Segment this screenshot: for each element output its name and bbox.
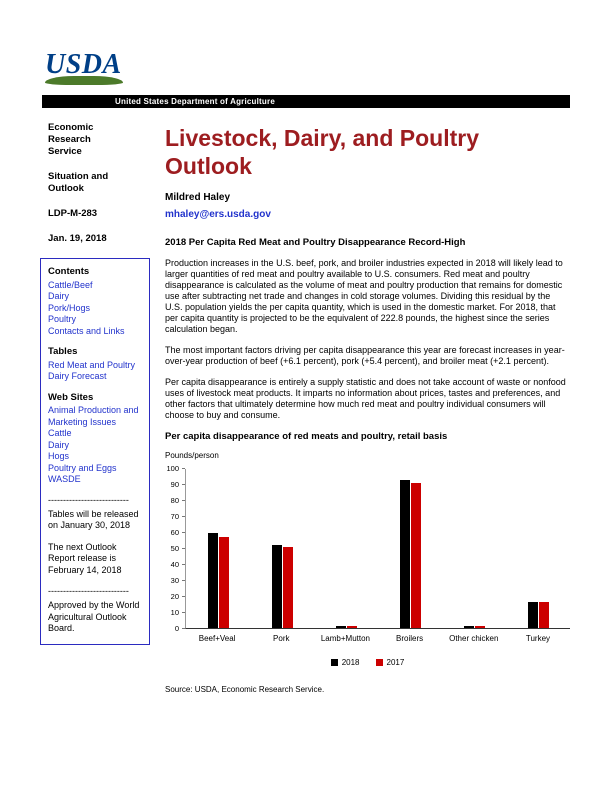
bar-2017 bbox=[347, 626, 357, 628]
release-note-next-outlook: The next Outlook Report release is February 14, 2018 bbox=[48, 541, 122, 575]
sidebar-link-wasde[interactable]: WASDE bbox=[48, 474, 81, 484]
paragraph-1: Production increases in the U.S. beef, pork, and broiler industries expected in 2018 will likely lead to larger quantities of red meat and poultry available to U.S. consumers. Red meat and poultry disappearance is calculated as the volume of meat and poultry production that remains for domestic use after subtracting net trade and changes in cold storage volumes. Dividing this residual by the U.S. population yields the per capita quantity, which is used in the domestic market. For 2018, that per capita quantity is projected to be the equivalent of 222.8 pounds, the highest since the series calculation began. bbox=[165, 258, 563, 334]
bar-2017 bbox=[219, 537, 229, 628]
usda-logo-text: USDA bbox=[45, 49, 122, 80]
chart-x-axis-labels bbox=[185, 634, 570, 643]
author-email-link[interactable]: mhaley@ers.usda.gov bbox=[165, 209, 271, 220]
sidebar-link-cattle-beef[interactable]: Cattle/Beef bbox=[48, 279, 93, 290]
author-name: Mildred Haley bbox=[165, 192, 231, 203]
bar-2018 bbox=[528, 602, 538, 628]
sidebar-link-cattle[interactable]: Cattle bbox=[48, 428, 72, 438]
y-tick-label: 0 bbox=[174, 624, 179, 633]
y-tick-label: 50 bbox=[170, 544, 179, 553]
department-bar-text: United States Department of Agriculture bbox=[115, 97, 275, 106]
article-headline: 2018 Per Capita Red Meat and Poultry Disappearance Record-High bbox=[165, 237, 466, 248]
sidebar-link-dairy[interactable]: Dairy bbox=[48, 291, 70, 301]
sidebar-link-poultry-and-eggs[interactable]: Poultry and Eggs bbox=[48, 462, 117, 473]
bar-2018 bbox=[464, 626, 474, 628]
bar-group-broilers bbox=[378, 469, 442, 628]
page-title: Livestock, Dairy, and Poultry Outlook bbox=[165, 125, 480, 179]
tables-heading: Tables bbox=[48, 346, 78, 357]
bar-group-beef-veal bbox=[186, 469, 250, 628]
bar-2017 bbox=[539, 602, 549, 628]
y-tick-label: 60 bbox=[170, 528, 179, 537]
legend-swatch bbox=[331, 659, 338, 666]
bar-group-other-chicken bbox=[442, 469, 506, 628]
sidebar-link-hogs[interactable]: Hogs bbox=[48, 451, 70, 461]
y-tick-label: 70 bbox=[170, 512, 179, 521]
per-capita-chart bbox=[165, 451, 570, 667]
x-category-label: Lamb+Mutton bbox=[320, 634, 370, 643]
dashed-divider: --------------------------- bbox=[48, 494, 129, 505]
chart-title: Per capita disappearance of red meats and poultry, retail basis bbox=[165, 431, 448, 442]
contents-box bbox=[40, 258, 150, 645]
x-category-label: Other chicken bbox=[449, 634, 499, 643]
y-tick-label: 100 bbox=[166, 464, 179, 473]
agency-name: Economic Research Service bbox=[48, 122, 94, 157]
websites-heading: Web Sites bbox=[48, 391, 94, 403]
source-note: Source: USDA, Economic Research Service. bbox=[165, 685, 325, 694]
sidebar-meta bbox=[48, 122, 126, 258]
bar-2018 bbox=[208, 533, 218, 628]
tables-group bbox=[48, 346, 142, 383]
bar-group-lamb-mutton bbox=[314, 469, 378, 628]
paragraph-3: Per capita disappearance is entirely a supply statistic and does not take account of waste or nonfood uses of livestock meat products. It imparts no information about prices, tastes and preferences, and other factors that ultimately determine how much red meat and poultry individual consumers will choose to buy and consume. bbox=[165, 377, 566, 420]
bar-2018 bbox=[272, 545, 282, 628]
bar-2017 bbox=[475, 626, 485, 628]
y-tick-label: 30 bbox=[170, 576, 179, 585]
sidebar-link-contacts-and-links[interactable]: Contacts and Links bbox=[48, 325, 125, 336]
sidebar-link-pork-hogs[interactable]: Pork/Hogs bbox=[48, 302, 91, 313]
bar-2017 bbox=[411, 483, 421, 628]
bar-2018 bbox=[336, 626, 346, 628]
contents-group bbox=[48, 266, 142, 337]
sidebar-link-dairy-site[interactable]: Dairy bbox=[48, 439, 70, 450]
paragraph-2: The most important factors driving per capita disappearance this year are forecast increases in year-over-year production of beef (+6.1 percent), pork (+5.4 percent), and broiler meat (+2.1 percent). bbox=[165, 345, 565, 366]
chart-plot-region bbox=[165, 464, 570, 633]
usda-logo bbox=[45, 50, 127, 85]
legend-item-2017 bbox=[376, 658, 405, 667]
department-bar bbox=[42, 95, 570, 108]
y-tick-label: 80 bbox=[170, 496, 179, 505]
y-tick-label: 10 bbox=[170, 608, 179, 617]
chart-y-axis bbox=[165, 464, 185, 633]
bar-2017 bbox=[283, 547, 293, 628]
sidebar-link-poultry[interactable]: Poultry bbox=[48, 314, 77, 324]
legend-swatch bbox=[376, 659, 383, 666]
x-category-label: Pork bbox=[273, 634, 290, 643]
bar-group-pork bbox=[250, 469, 314, 628]
legend-label: 2017 bbox=[386, 658, 405, 667]
bar-group-turkey bbox=[506, 469, 570, 628]
approval-note: Approved by the World Agricultural Outlook Board. bbox=[48, 600, 140, 633]
release-note-tables: Tables will be released on January 30, 2018 bbox=[48, 508, 139, 530]
contents-heading: Contents bbox=[48, 266, 90, 277]
dashed-divider: --------------------------- bbox=[48, 586, 129, 596]
y-tick-label: 90 bbox=[170, 480, 179, 489]
y-tick-label: 20 bbox=[170, 592, 179, 601]
report-date: Jan. 19, 2018 bbox=[48, 233, 107, 244]
chart-bars-area bbox=[185, 469, 570, 629]
legend-item-2018 bbox=[331, 658, 360, 667]
sidebar-link-animal-production[interactable]: Animal Production and Marketing Issues bbox=[48, 405, 139, 427]
x-category-label: Broilers bbox=[396, 634, 424, 643]
sidebar-link-dairy-forecast[interactable]: Dairy Forecast bbox=[48, 371, 107, 381]
sidebar-link-red-meat-and-poultry[interactable]: Red Meat and Poultry bbox=[48, 359, 136, 370]
chart-y-axis-title: Pounds/person bbox=[165, 451, 219, 460]
websites-group bbox=[48, 392, 142, 486]
x-category-label: Turkey bbox=[525, 634, 551, 643]
series-name: Situation and Outlook bbox=[48, 171, 109, 194]
x-category-label: Beef+Veal bbox=[198, 634, 236, 643]
bar-2018 bbox=[400, 480, 410, 628]
legend-label: 2018 bbox=[341, 658, 360, 667]
report-number: LDP-M-283 bbox=[48, 208, 98, 219]
y-tick-label: 40 bbox=[170, 560, 179, 569]
chart-legend bbox=[165, 658, 570, 667]
main-content bbox=[165, 124, 570, 694]
